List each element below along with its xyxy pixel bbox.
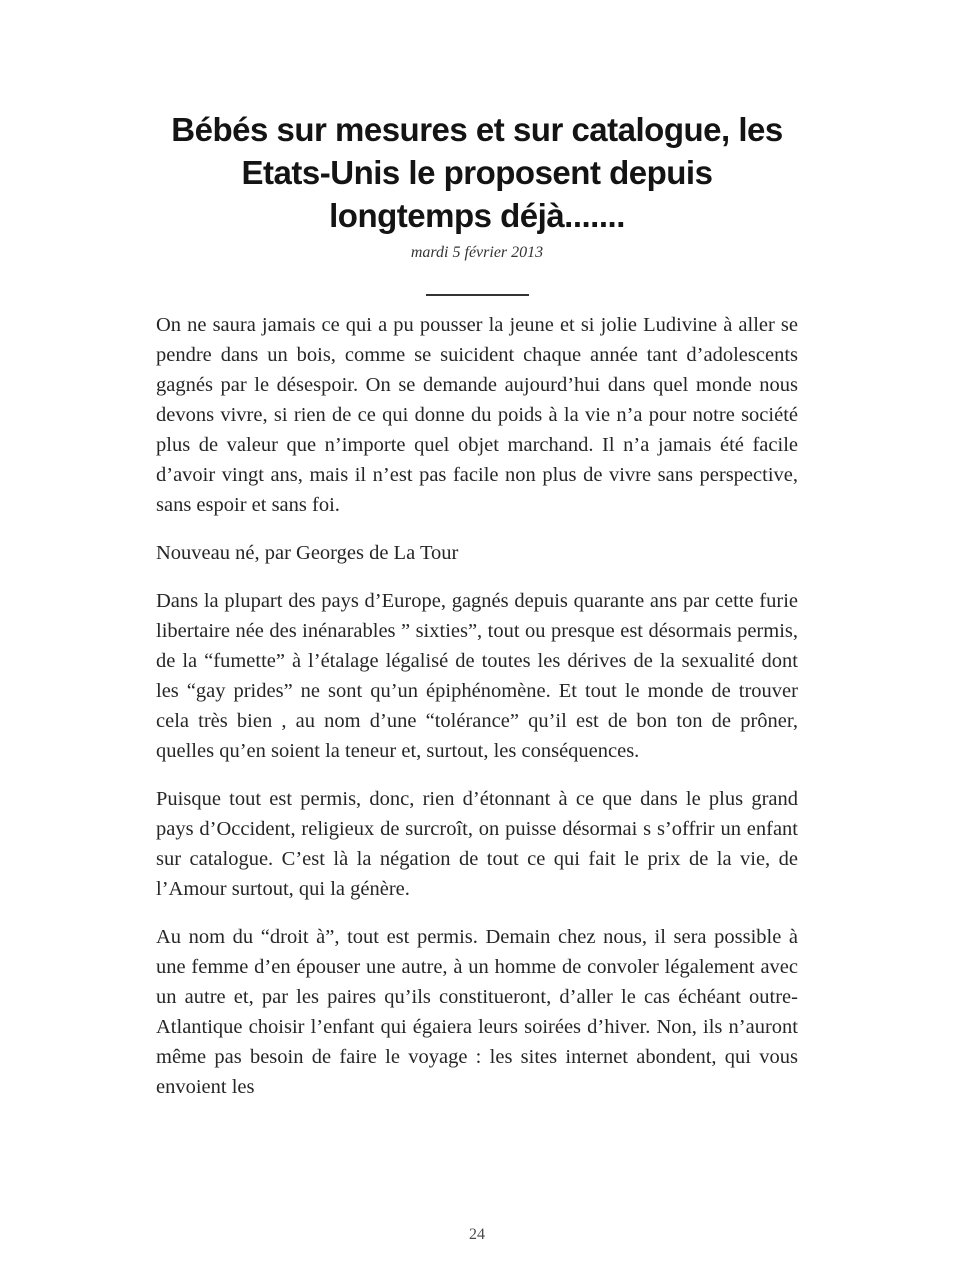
divider-rule	[426, 294, 529, 296]
article-title-line-2: Etats-Unis le proposent depuis	[241, 154, 713, 191]
paragraph-intro: On ne saura jamais ce qui a pu pousser la jeune et si jolie Ludivine à aller se pendre dans un bois, comme se suicident chaque année tant d’adolescents gagnés par le désespoir. On se demande aujourd’hui dans quel monde nous devons vivre, si rien de ce qui donne du poids à la vie n’a pour notre société plus de valeur que n’importe quel objet marchand. Il n’a jamais été facile d’avoir vingt ans, mais il n’est pas facile non plus de vivre sans perspective, sans espoir et sans foi.	[156, 314, 798, 516]
article-content	[156, 0, 798, 1102]
article-title	[156, 108, 798, 237]
image-caption-line: Nouveau né, par Georges de La Tour	[156, 542, 459, 564]
article-date: mardi 5 février 2013	[410, 244, 544, 261]
paragraph-occident: Puisque tout est permis, donc, rien d’étonnant à ce que dans le plus grand pays d’Occident, religieux de surcroît, on puisse désormai s s’offrir un enfant sur catalogue. C’est là la négation de tout ce qui fait le prix de la vie, de l’Amour surtout, qui la génère.	[156, 788, 798, 900]
article-title-line-3: longtemps déjà.......	[329, 197, 625, 234]
article-title-line-1: Bébés sur mesures et sur catalogue, les	[171, 111, 783, 148]
paragraph-droit-a: Au nom du “droit à”, tout est permis. Demain chez nous, il sera possible à une femme d’en épouser une autre, à un homme de convoler légalement avec un autre et, par les paires qu’ils constitueront, d’aller le cas échéant outre-Atlantique choisir l’enfant qui égaiera leurs soirées d’hiver. Non, ils n’auront même pas besoin de faire le voyage : les sites internet abondent, qui vous envoient les	[156, 926, 798, 1098]
paragraph-europe: Dans la plupart des pays d’Europe, gagnés depuis quarante ans par cette furie libertaire née des inénarables ” sixties”, tout ou presque est désormais permis, de la “fumette” à l’étalage légalisé de toutes les dérives de la sexualité dont les “gay prides” ne sont qu’un épiphénomène. Et tout le monde de trouver cela très bien , au nom d’une “tolérance” qu’il est de bon ton de prôner, quelles qu’en soient la teneur et, surtout, les conséquences.	[156, 590, 798, 762]
page-number: 24	[469, 1226, 485, 1243]
